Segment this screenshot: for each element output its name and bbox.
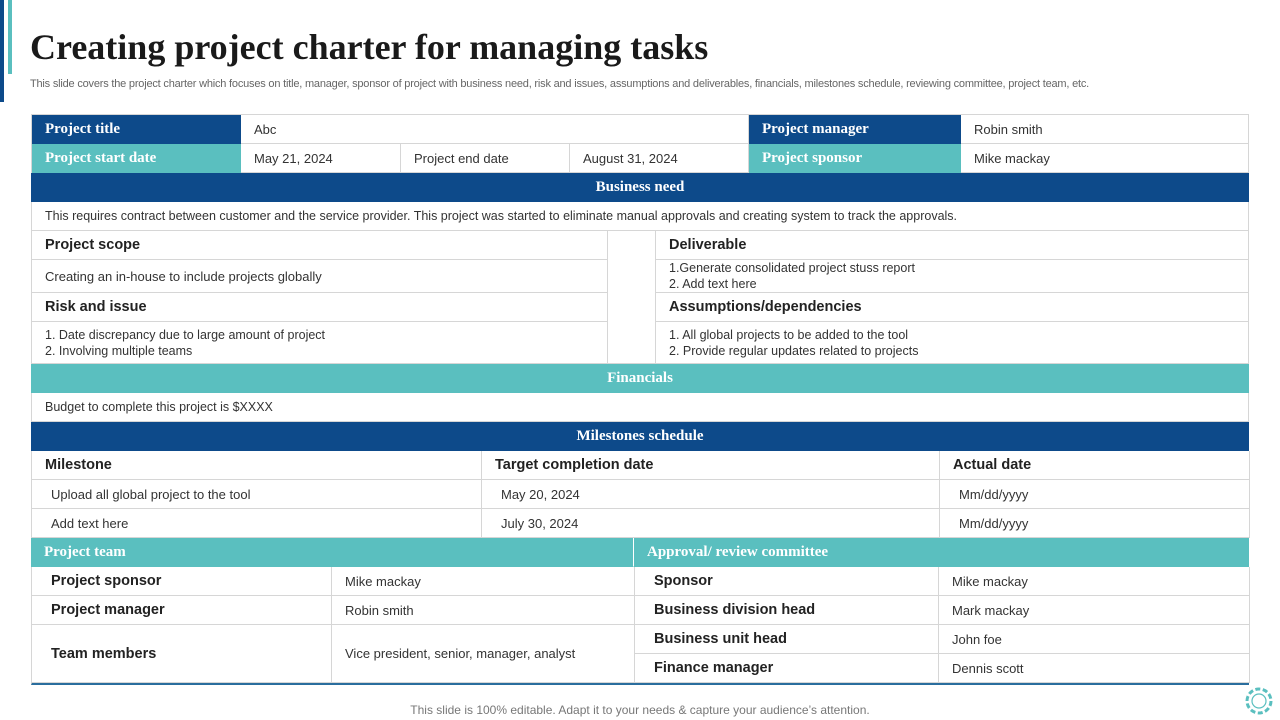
scope-risk-grid [31,231,1249,364]
milestones-table [31,451,1249,538]
risk-list [32,322,608,364]
page-title: Creating project charter for managing tasks [30,27,709,67]
milestone-cell: Upload all global project to the tool [32,480,482,509]
financials-heading: Financials [31,364,1249,393]
team-name-cell: Vice president, senior, manager, analyst [332,625,635,683]
actual-date-cell: Mm/dd/yyyy [940,480,1250,509]
milestone-cell: Add text here [32,509,482,538]
deliverable-item-1: 1.Generate consolidated project stuss report [669,261,915,275]
business-need-text: This requires contract between customer and the service provider. This project was started to eliminate manual approvals and creating system to track the approvals. [31,202,1249,231]
committee-role-cell: Sponsor [635,567,939,596]
risk-item-2: 2. Involving multiple teams [45,343,193,358]
team-role-cell: Team members [32,625,332,683]
assumptions-heading: Assumptions/dependencies [656,293,1249,322]
deliverable-item-2: 2. Add text here [669,277,757,291]
committee-name-cell: Dennis scott [939,654,1250,683]
footer-note: This slide is 100% editable. Adapt it to your needs & capture your audience’s attention. [410,703,870,717]
accent-bar [0,0,4,102]
business-need-heading: Business need [31,173,1249,202]
start-date-value: May 21, 2024 [241,144,401,173]
team-name-cell: Mike mackay [332,567,635,596]
committee-name-cell: Mike mackay [939,567,1250,596]
milestone-col-header: Milestone [32,451,482,480]
deliverable-list [656,260,1249,293]
target-date-cell: May 20, 2024 [482,480,940,509]
team-role-cell: Project manager [32,596,332,625]
page-subtitle: This slide covers the project charter which focuses on title, manager, sponsor of project with business need, risk and issues, assumptions and deliverables, financials, milestones schedule, reviewing committee, project team, etc. [30,78,1090,90]
milestones-heading: Milestones schedule [31,422,1249,451]
committee-name-cell: John foe [939,625,1250,654]
accent-bar-secondary [8,0,12,74]
review-committee-heading: Approval/ review committee [634,538,1249,567]
gear-ring-icon [1242,684,1276,718]
end-date-label: Project end date [401,144,570,173]
start-date-label: Project start date [32,144,241,173]
actual-date-col-header: Actual date [940,451,1250,480]
team-role-cell: Project sponsor [32,567,332,596]
assumption-item-1: 1. All global projects to be added to the tool [669,327,909,342]
committee-name-cell: Mark mackay [939,596,1250,625]
project-sponsor-value: Mike mackay [961,144,1249,173]
target-date-cell: July 30, 2024 [482,509,940,538]
team-name-cell: Robin smith [332,596,635,625]
project-scope-text: Creating an in-house to include projects globally [32,260,608,293]
team-committee-table [31,567,1249,685]
target-date-col-header: Target completion date [482,451,940,480]
committee-role-cell: Business unit head [635,625,939,654]
actual-date-cell: Mm/dd/yyyy [940,509,1250,538]
assumption-item-2: 2. Provide regular updates related to projects [669,343,919,358]
team-committee-headers [31,538,1249,567]
financials-text: Budget to complete this project is $XXXX [31,393,1249,422]
project-team-heading: Project team [31,538,634,567]
risk-item-1: 1. Date discrepancy due to large amount of project [45,327,326,342]
committee-role-cell: Finance manager [635,654,939,683]
project-scope-heading: Project scope [32,231,608,260]
project-manager-value: Robin smith [961,115,1249,144]
end-date-value: August 31, 2024 [570,144,749,173]
spacer-column [608,231,656,364]
project-sponsor-label: Project sponsor [749,144,961,173]
project-title-label: Project title [32,115,241,144]
committee-role-cell: Business division head [635,596,939,625]
project-manager-label: Project manager [749,115,961,144]
project-title-value: Abc [241,115,749,144]
assumptions-list [656,322,1249,364]
deliverable-heading: Deliverable [656,231,1249,260]
charter-header-grid [31,114,1249,173]
risk-heading: Risk and issue [32,293,608,322]
